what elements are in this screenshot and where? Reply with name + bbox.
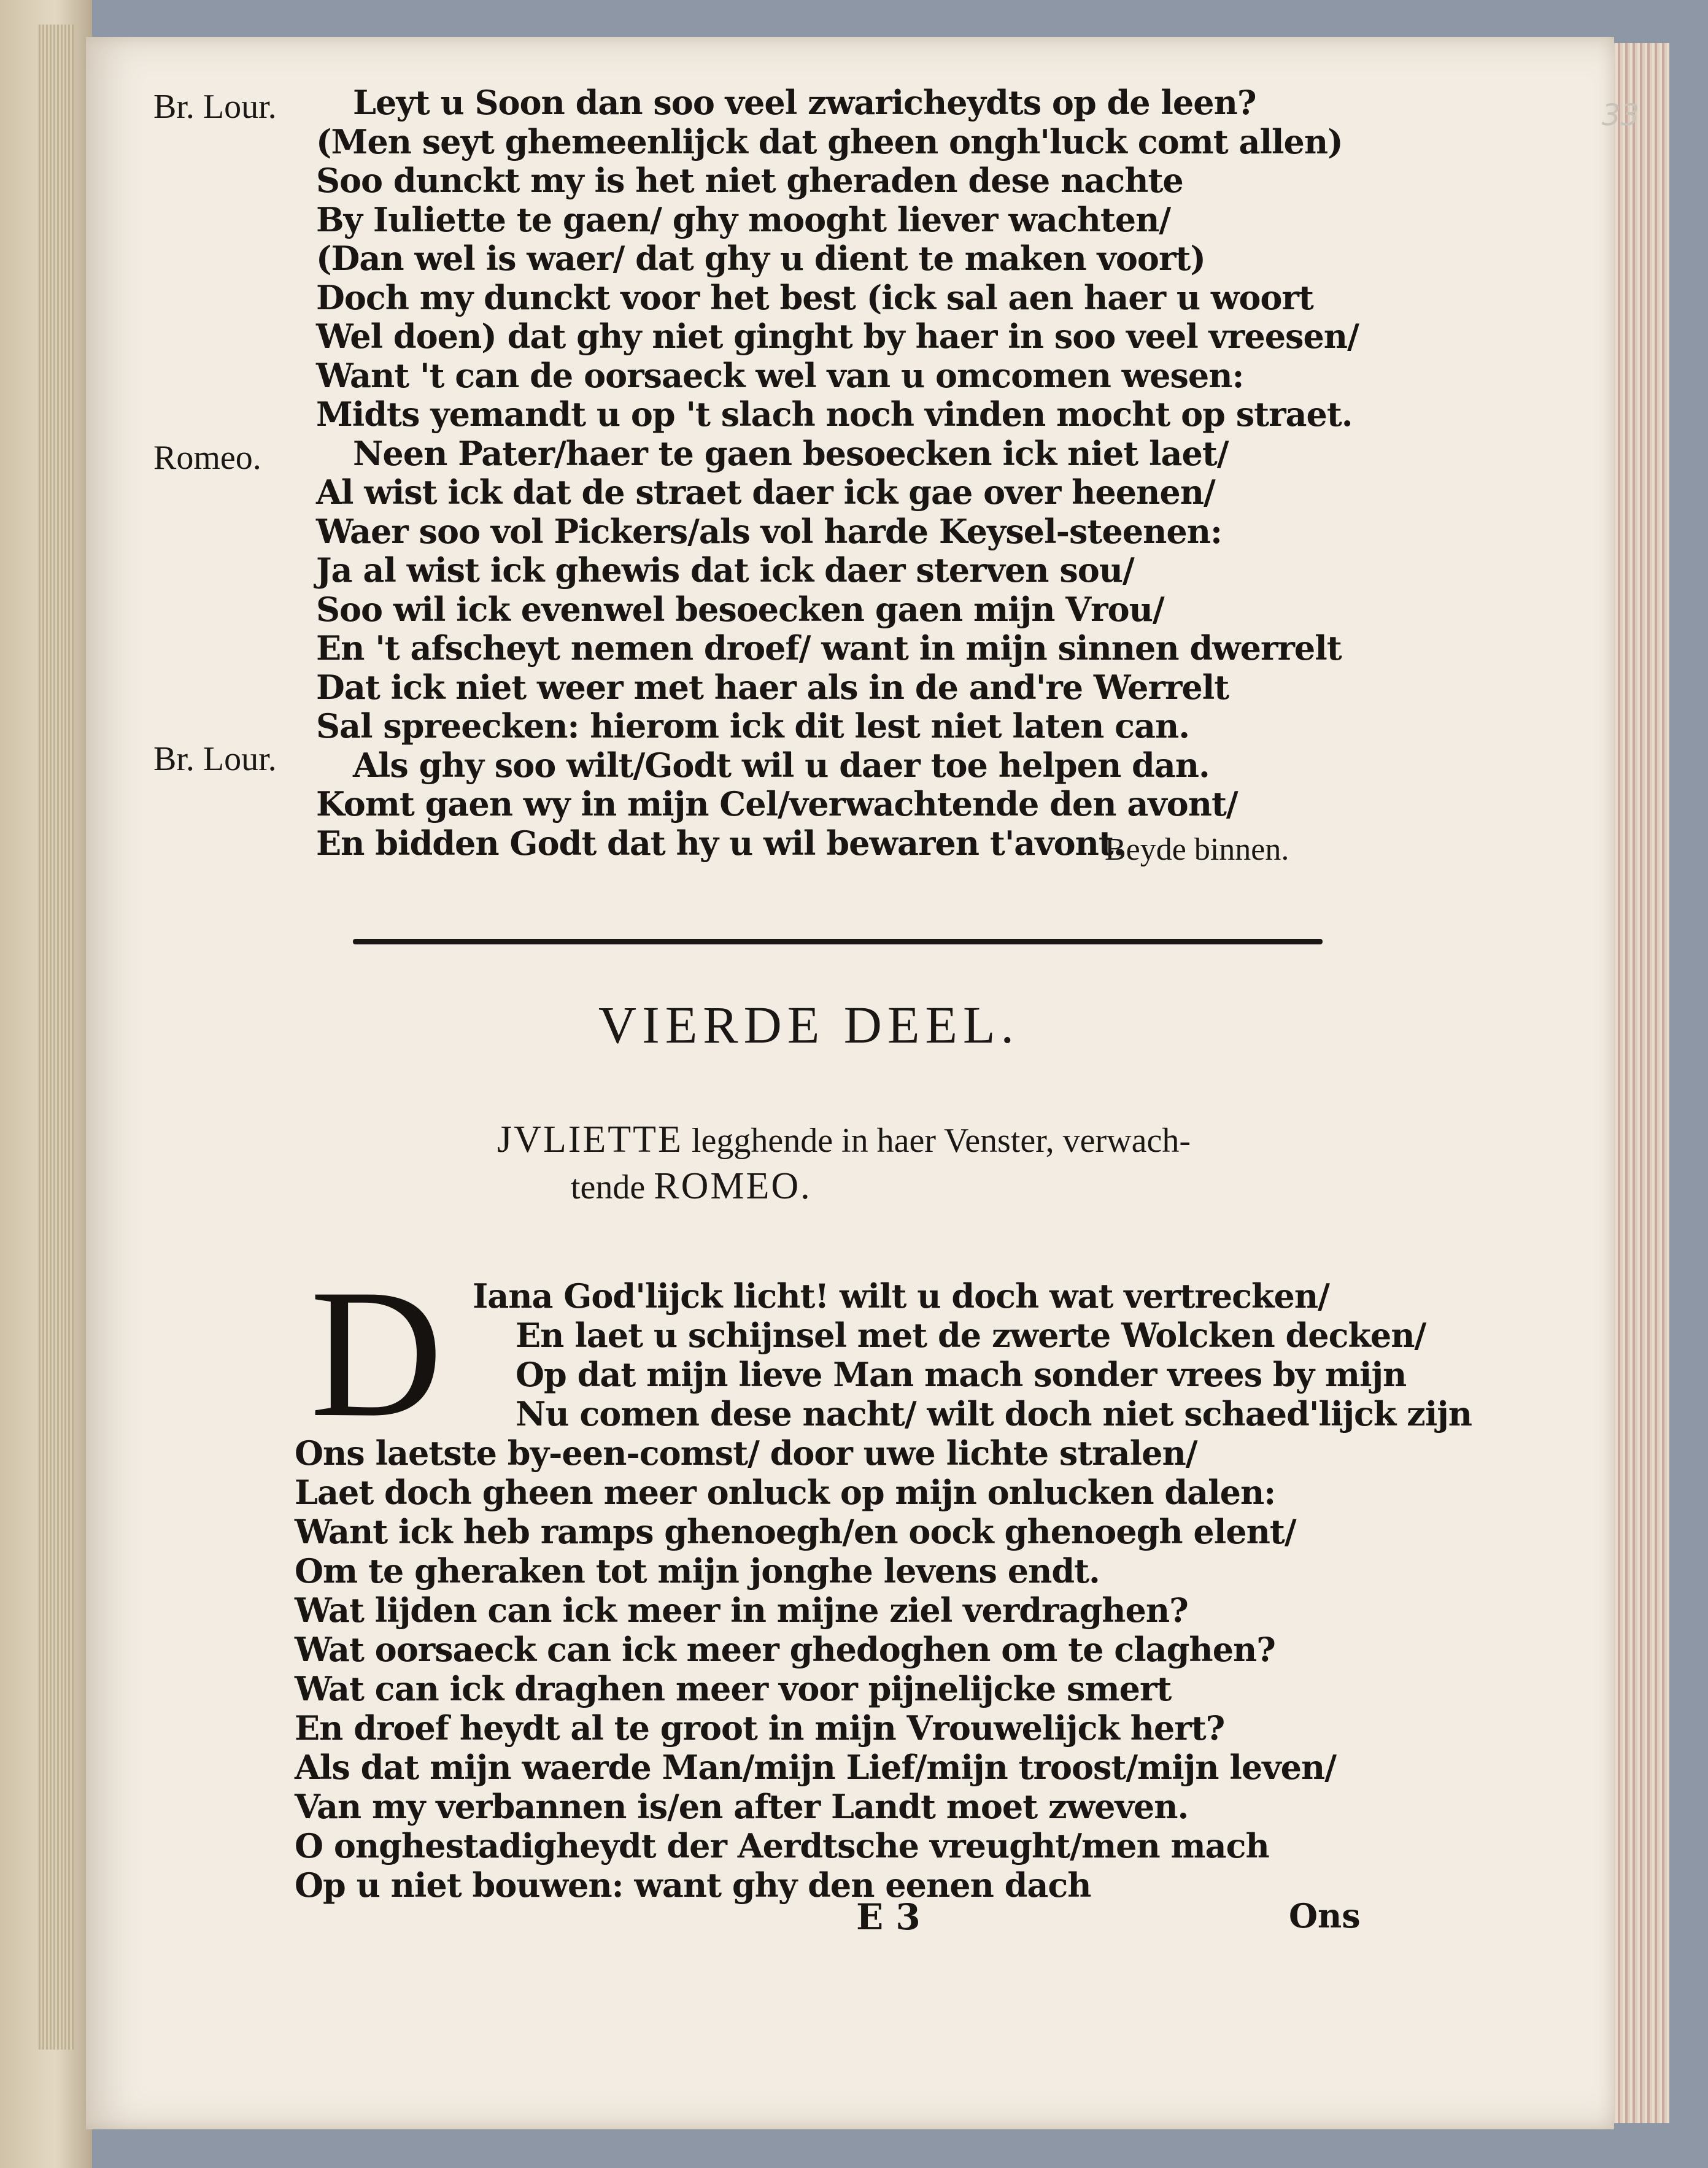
verse-line: Komt gaen wy in mijn Cel/verwachtende den avont/ xyxy=(316,784,1238,824)
pencil-folio-number: 33 xyxy=(1602,98,1640,133)
scene-description: legghende in haer Venster, verwach- xyxy=(691,1122,1191,1160)
drop-cap: D xyxy=(310,1251,443,1455)
verse-line: Soo wil ick evenwel besoecken gaen mijn Vrou/ xyxy=(316,589,1164,629)
verse-line: Op dat mijn lieve Man mach sonder vrees by mijn xyxy=(516,1355,1407,1394)
speaker-label: Br. Lour. xyxy=(153,88,277,126)
verse-line: Nu comen dese nacht/ wilt doch niet schaed'lijck zijn xyxy=(516,1394,1472,1433)
verse-line: Van my verbannen is/en after Landt moet zweven. xyxy=(295,1787,1189,1826)
verse-line: En laet u schijnsel met de zwerte Wolcken decken/ xyxy=(516,1316,1426,1355)
speaker-label: Br. Lour. xyxy=(153,740,277,778)
verse-line: O onghestadigheydt der Aerdtsche vreught/men mach xyxy=(295,1826,1269,1865)
verse-line: (Men seyt ghemeenlijck dat gheen ongh'luck comt allen) xyxy=(316,122,1343,161)
verse-line: Want ick heb ramps ghenoegh/en oock ghenoegh elent/ xyxy=(295,1512,1296,1551)
fore-edge xyxy=(1608,43,1669,2123)
verse-line: Al wist ick dat de straet daer ick gae over heenen/ xyxy=(316,473,1215,512)
character-name: JVLIETTE xyxy=(497,1119,683,1160)
verse-line: Leyt u Soon dan soo veel zwaricheydts op de leen? xyxy=(353,83,1256,122)
monologue-block xyxy=(295,1276,1472,1905)
verse-line: Als dat mijn waerde Man/mijn Lief/mijn troost/mijn leven/ xyxy=(295,1748,1336,1787)
verse-line: Doch my dunckt voor het best (ick sal aen haer u woort xyxy=(316,277,1313,317)
book-page xyxy=(86,37,1640,2129)
verse-line: En bidden Godt dat hy u wil bewaren t'avont. xyxy=(316,823,1124,863)
verse-line: Wel doen) dat ghy niet ginght by haer in soo veel vreesen/ xyxy=(316,317,1359,356)
verse-line: Om te gheraken tot mijn jonghe levens endt. xyxy=(295,1551,1100,1591)
verse-line: Sal spreecken: hierom ick dit lest niet laten can. xyxy=(316,706,1190,746)
character-name: ROMEO. xyxy=(654,1165,812,1207)
dialogue-block xyxy=(316,83,1421,863)
verse-line: Iana God'lijck licht! wilt u doch wat vertrecken/ xyxy=(473,1276,1329,1316)
scene-heading xyxy=(497,1117,1418,1210)
verse-line: Op u niet bouwen: want ghy den eenen dach xyxy=(295,1865,1091,1905)
verse-line: Soo dunckt my is het niet gheraden dese nachte xyxy=(316,161,1183,200)
verse-line: Laet doch gheen meer onluck op mijn onlucken dalen: xyxy=(295,1473,1276,1512)
verse-line: En droef heydt al te groot in mijn Vrouwelijck hert? xyxy=(295,1708,1225,1748)
verse-line: Wat lijden can ick meer in mijne ziel verdraghen? xyxy=(295,1591,1188,1630)
verse-line: Wat oorsaeck can ick meer ghedoghen om te claghen? xyxy=(295,1630,1275,1669)
verse-line: Ja al wist ick ghewis dat ick daer sterven sou/ xyxy=(316,550,1134,590)
speaker-label: Romeo. xyxy=(153,439,261,477)
verse-line: (Dan wel is waer/ dat ghy u dient te maken voort) xyxy=(316,239,1205,278)
section-rule xyxy=(353,939,1323,944)
section-title: VIERDE DEEL. xyxy=(598,995,1019,1054)
signature-mark: E 3 xyxy=(856,1896,921,1938)
facing-page-leaves xyxy=(37,25,74,2050)
stage-direction: Beyde binnen. xyxy=(1105,832,1289,867)
verse-line: Ons laetste by-een-comst/ door uwe lichte stralen/ xyxy=(295,1433,1197,1473)
verse-line: Neen Pater/haer te gaen besoecken ick niet laet/ xyxy=(353,433,1229,473)
verse-line: Midts yemandt u op 't slach noch vinden mocht op straet. xyxy=(316,395,1353,434)
catchword: Ons xyxy=(1289,1896,1361,1935)
verse-line: By Iuliette te gaen/ ghy mooght liever wachten/ xyxy=(316,199,1171,239)
verse-line: Dat ick niet weer met haer als in de and're Werrelt xyxy=(316,667,1229,707)
facing-page-edge xyxy=(0,0,92,2168)
verse-line: En 't afscheyt nemen droef/ want in mijn sinnen dwerrelt xyxy=(316,628,1342,668)
verse-line: Wat can ick draghen meer voor pijnelijcke smert xyxy=(295,1669,1172,1708)
verse-line: Als ghy soo wilt/Godt wil u daer toe helpen dan. xyxy=(353,745,1210,785)
verse-line: Waer soo vol Pickers/als vol harde Keysel-steenen: xyxy=(316,511,1222,551)
verse-line: Want 't can de oorsaeck wel van u omcomen wesen: xyxy=(316,355,1244,395)
scene-description-cont: tende xyxy=(571,1168,646,1206)
